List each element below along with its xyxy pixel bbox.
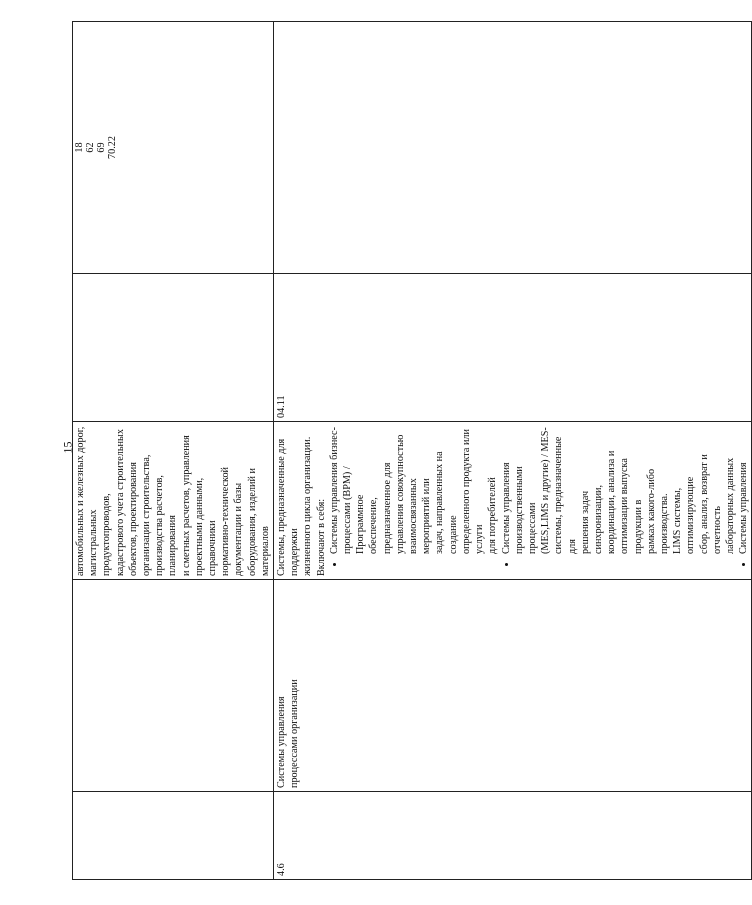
description-bullets	[328, 425, 751, 576]
cell-name	[73, 580, 274, 792]
description-intro: Системы, предназначенные для поддержки жизненного цикла организации. Включают в себя:	[276, 436, 327, 576]
bullet-item: • Системы управления производственными процессами (MES,LIMS и другие) / MES- системы, предназначенные для решения задач синхронизации, координации, анализа и оптимизации выпуска продукции в рамках какого-либо производства. LIMS системы, оптимизирующие сбор, анализ, возврат и отчетность лабораторных данных	[500, 425, 738, 554]
cell-okpd	[274, 22, 752, 274]
classification-table	[72, 21, 752, 880]
table-row	[73, 22, 274, 880]
okpd-code: 69	[96, 142, 107, 153]
okpd-code: 70.22	[107, 136, 118, 159]
rotated-sheet	[72, 22, 750, 880]
cell-num	[73, 792, 274, 880]
cell-description: автомобильных и железных дорог, магистральных продуктопроводов, кадастрового учета строительных объектов, проектирования организации строительства, производства расчетов, планирования и сметных расчетов, управления проектными данными, справочники нормативно-технической документации и базы оборудования, изделий и материалов	[73, 422, 274, 580]
cell-okved	[73, 274, 274, 422]
cell-name: Системы управления процессами организации	[274, 580, 752, 792]
page-number: 15	[60, 441, 75, 454]
okpd-code: 18	[74, 142, 85, 153]
cell-okpd	[73, 22, 274, 274]
bullet-item: • Системы управления бизнес- процессами (BPM) / Программное обеспечение, предназначенное для управления совокупностью взаимосвязанных мероприятий или задач, направленных на создание определенного продукта или услуги для потребителей	[328, 425, 500, 554]
cell-okved: 04.11	[274, 274, 752, 422]
table-row	[274, 22, 752, 880]
bullet-item: • Системы управления	[737, 425, 750, 554]
rotated-table-wrapper	[72, 22, 750, 880]
cell-num: 4.6	[274, 792, 752, 880]
cell-description	[274, 422, 752, 580]
okpd-code: 62	[85, 142, 96, 153]
